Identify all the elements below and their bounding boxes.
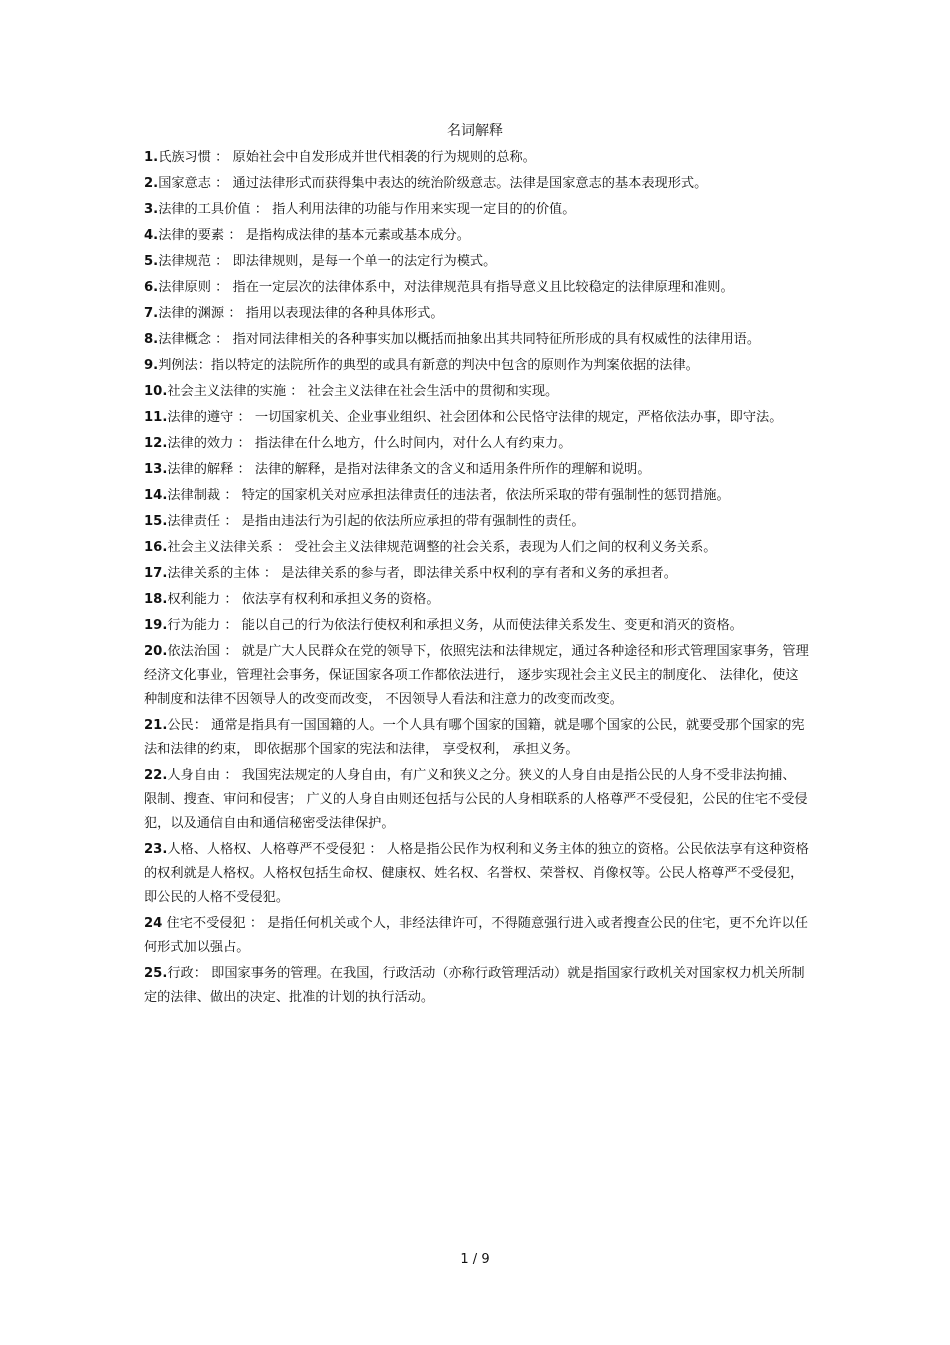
entry-text: 社会主义法律的实施 ： 社会主义法律在社会生活中的贯彻和实现。 [167, 384, 559, 399]
entry-4 [144, 224, 809, 248]
entry-number: 6. [144, 280, 159, 295]
entry-number: 14. [144, 488, 168, 503]
entry-text: 判例法：指以特定的法院所作的典型的或具有新意的判决中包含的原则作为判案依据的法律。 [158, 358, 699, 373]
entry-1 [144, 146, 809, 170]
entry-text: 国家意志 ： 通过法律形式而获得集中表达的统治阶级意志。法律是国家意志的基本表现形式。 [158, 176, 708, 191]
entry-17 [144, 562, 809, 586]
entry-text: 行为能力 ： 能以自己的行为依法行使权利和承担义务，从而使法律关系发生、变更和消灭的资格。 [167, 618, 743, 633]
entry-text: 行政： 即国家事务的管理。在我国，行政活动（亦称行政管理活动）就是指国家行政机关对国家权力机关所制定的法律、做出的决定、批准的计划的执行活动。 [144, 966, 805, 1005]
entry-number: 1. [144, 150, 159, 165]
entry-number: 15. [144, 514, 168, 529]
entry-text: 法律制裁 ： 特定的国家机关对应承担法律责任的违法者，依法所采取的带有强制性的惩罚措施。 [167, 488, 730, 503]
entry-3 [144, 198, 809, 222]
entry-21 [144, 714, 809, 762]
entry-number: 24 [144, 916, 163, 931]
entry-11 [144, 406, 809, 430]
entry-number: 16. [144, 540, 168, 555]
entry-number: 8. [144, 332, 159, 347]
entry-number: 18. [144, 592, 168, 607]
entry-number: 25. [144, 966, 168, 981]
entry-text: 法律规范 ： 即法律规则，是每一个单一的法定行为模式。 [158, 254, 497, 269]
entry-15 [144, 510, 809, 534]
entry-number: 3. [144, 202, 159, 217]
entry-23 [144, 838, 809, 910]
entry-text: 法律原则 ： 指在一定层次的法律体系中，对法律规范具有指导意义且比较稳定的法律原理和准则。 [158, 280, 734, 295]
entry-text: 法律的要素 ： 是指构成法律的基本元素或基本成分。 [158, 228, 470, 243]
entry-number: 7. [144, 306, 159, 321]
entry-number: 12. [144, 436, 168, 451]
page-title: 名词解释 [447, 123, 503, 139]
entry-text: 社会主义法律关系 ： 受社会主义法律规范调整的社会关系，表现为人们之间的权利义务关系。 [167, 540, 717, 555]
entry-number: 9. [144, 358, 159, 373]
entry-text: 法律的效力 ： 指法律在什么地方，什么时间内，对什么人有约束力。 [167, 436, 572, 451]
entry-9 [144, 354, 809, 378]
entry-number: 19. [144, 618, 168, 633]
entry-number: 21. [144, 718, 168, 733]
entry-16 [144, 536, 809, 560]
entry-8 [144, 328, 809, 352]
entry-10 [144, 380, 809, 404]
entry-text: 法律的解释 ： 法律的解释，是指对法律条文的含义和适用条件所作的理解和说明。 [167, 462, 651, 477]
entry-5 [144, 250, 809, 274]
entry-22 [144, 764, 809, 836]
entry-13 [144, 458, 809, 482]
entry-number: 11. [144, 410, 168, 425]
entry-text: 法律责任 ： 是指由违法行为引起的依法所应承担的带有强制性的责任。 [167, 514, 585, 529]
entry-number: 2. [144, 176, 159, 191]
entry-text: 住宅不受侵犯 ： 是指任何机关或个人，非经法律许可，不得随意强行进入或者搜查公民的住宅，更不允许以任何形式加以强占。 [144, 916, 808, 955]
entry-text: 氏族习惯 ： 原始社会中自发形成并世代相袭的行为规则的总称。 [158, 150, 536, 165]
entry-20 [144, 640, 809, 712]
entry-text: 公民： 通常是指具有一国国籍的人。一个人具有哪个国家的国籍，就是哪个国家的公民，就要受那个国家的宪法和法律的约束， 即依据那个国家的宪法和法律， 享受权利， 承担义务。 [144, 718, 805, 757]
entry-18 [144, 588, 809, 612]
entry-text: 依法治国 ： 就是广大人民群众在党的领导下，依照宪法和法律规定，通过各种途径和形式管理国家事务，管理经济文化事业，管理社会事务，保证国家各项工作都依法进行， 逐步实现社会主义民主的制度化、 法律化，使这种制度和法律不因领导人的改变而改变， 不因领导人看法和注意力的改变而改变。 [144, 644, 809, 707]
entry-text: 法律的遵守 ： 一切国家机关、企业事业组织、社会团体和公民恪守法律的规定，严格依法办事，即守法。 [167, 410, 783, 425]
entry-19 [144, 614, 809, 638]
entry-number: 20. [144, 644, 168, 659]
entry-number: 10. [144, 384, 168, 399]
entry-text: 法律的渊源 ： 指用以表现法律的各种具体形式。 [158, 306, 444, 321]
page-number: 1 / 9 [460, 1252, 490, 1267]
entry-text: 法律概念 ： 指对同法律相关的各种事实加以概括而抽象出其共同特征所形成的具有权威性的法律用语。 [158, 332, 761, 347]
entry-text: 人格、人格权、人格尊严不受侵犯 ： 人格是指公民作为权利和义务主体的独立的资格。公民依法享有这种资格的权利就是人格权。人格权包括生命权、健康权、姓名权、名誉权、荣誉权、肖像权等。公民人格尊严不受侵犯，即公民的人格不受侵犯。 [144, 842, 809, 905]
entry-2 [144, 172, 809, 196]
entry-12 [144, 432, 809, 456]
entry-text: 权利能力 ： 依法享有权利和承担义务的资格。 [167, 592, 440, 607]
entry-14 [144, 484, 809, 508]
entry-7 [144, 302, 809, 326]
entry-number: 22. [144, 768, 168, 783]
entry-24 [144, 912, 809, 960]
entry-number: 5. [144, 254, 159, 269]
entry-text: 法律关系的主体 ： 是法律关系的参与者，即法律关系中权利的享有者和义务的承担者。 [167, 566, 677, 581]
entry-number: 4. [144, 228, 159, 243]
entry-number: 17. [144, 566, 168, 581]
entry-text: 法律的工具价值 ： 指人利用法律的功能与作用来实现一定目的的价值。 [158, 202, 576, 217]
entry-25 [144, 962, 809, 1010]
entry-text: 人身自由 ： 我国宪法规定的人身自由，有广义和狭义之分。狭义的人身自由是指公民的人身不受非法拘捕、 限制、搜查、审问和侵害； 广义的人身自由则还包括与公民的人身相联系的人格尊严不受侵犯，公民的住宅不受侵犯，以及通信自由和通信秘密受法律保护。 [144, 768, 808, 831]
entry-number: 23. [144, 842, 168, 857]
document-body [144, 146, 809, 1012]
entry-6 [144, 276, 809, 300]
entry-number: 13. [144, 462, 168, 477]
